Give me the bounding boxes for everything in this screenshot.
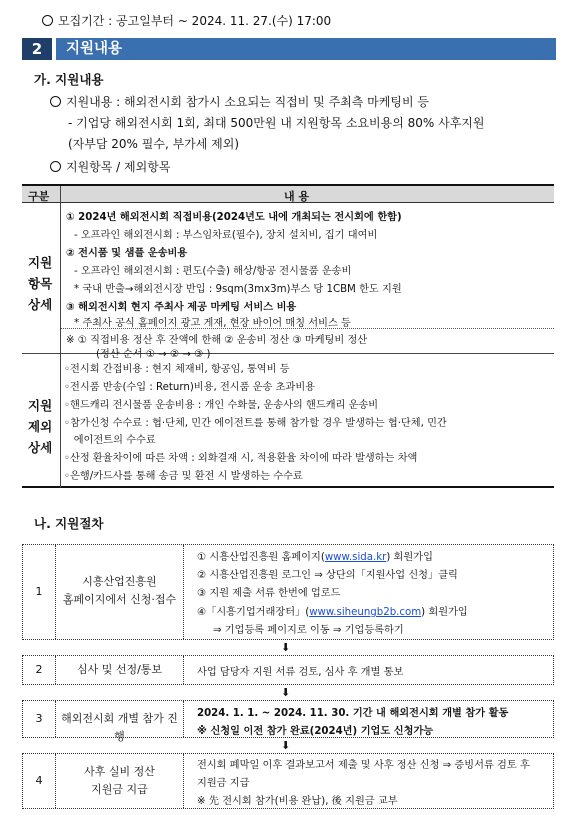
item-shipping-limit: * 국내 반출→해외전시장 반입 : 9sqm(3mx3m)부스 당 1CBM 한도 지원 [74,284,402,295]
excluded-item: 에이전트의 수수료 [64,435,156,446]
excluded-item: ◦참가신청 수수료 : 협·단체, 민간 에이전트를 통해 참가할 경우 발생하는 협·단체, 민간 [64,418,447,429]
row2-label-2: 제외 [28,419,53,434]
excluded-item: ◦산정 환율차이에 따른 차액 : 외화결재 시, 적용환율 차이에 따라 발생하는 차액 [64,453,418,464]
step2-line1: 사업 담당자 지원 서류 검토, 심사 후 개별 통보 [197,667,404,678]
circle-bullet-icon [50,96,61,107]
settlement-order: (정산 순서 ① → ② → ③ ) [96,349,211,360]
support-limit: - 기업당 해외전시회 1회, 최대 500만원 내 지원항목 소요비용의 80% 사후지원 [68,116,485,130]
step-number: 4 [35,774,43,787]
item-marketing-detail: * 주최사 공식 홈페이지 광고 게재, 현장 바이어 매칭 서비스 등 [74,318,351,329]
step-label: 시흥산업진흥원 홈페이지에서 신청·접수 [62,575,177,606]
step4-line1: 전시회 폐막일 이후 결과보고서 제출 및 사후 정산 신청 ⇒ 증빙서류 검토 후 [197,760,530,771]
bullet-support-content: 지원내용 : 해외전시회 참가시 소요되는 직접비 및 주최측 마케팅비 등 [50,93,429,110]
arrow-down-icon: ⬇ [281,641,291,654]
step1-line2: ② 시흥산업진흥원 로그인 ⇒ 상단의「지원사업 신청」클릭 [197,570,458,581]
subsection-b-title: 나. 지원절차 [34,516,104,531]
row2-label-3: 상세 [28,440,53,455]
circle-bullet-icon [42,15,53,26]
recruit-period: 모집기간 : 공고일부터 ~ 2024. 11. 27.(수) 17:00 [42,12,331,29]
item-direct-cost: ① 2024년 해외전시회 직접비용(2024년도 내에 개최되는 전시회에 한함) [66,212,402,223]
excluded-item: ◦은행/카드사를 통해 송금 및 환전 시 발생하는 수수료 [64,471,303,482]
step1-line1: ① 시흥산업진흥원 홈페이지(www.sida.kr) 회원가입 [197,552,433,563]
step-number: 3 [35,712,43,725]
sida-link[interactable]: www.sida.kr [324,552,387,563]
step1-line4: ④「시흥기업거래장터」(www.siheungb2b.com) 회원가입 [197,607,468,618]
subsection-a-title: 가. 지원내용 [34,72,104,87]
row1-label-1: 지원 [28,255,53,270]
arrow-down-icon: ⬇ [281,686,291,699]
excluded-item: ◦핸드캐리 전시물품 운송비용 : 개인 수화물, 운송사의 핸드캐리 운송비 [64,400,379,411]
item-shipping-detail: - 오프라인 해외전시회 : 편도(수출) 해상/항공 전시물품 운송비 [74,266,352,277]
row2-label-1: 지원 [28,398,53,413]
step-label: 사후 실비 정산 지원금 지급 [84,765,155,796]
header-content: 내 용 [284,190,310,203]
step4-line3: ※ 先 전시회 참가(비용 완납), 後 지원금 교부 [197,796,398,807]
section-title: 지원내용 [56,38,556,60]
step3-line1: 2024. 1. 1. ~ 2024. 11. 30. 기간 내 해외전시회 개별 참가 활동 [197,708,509,719]
circle-bullet-icon [50,161,61,172]
process-step-4 [22,753,554,809]
settlement-note: ※ ① 직접비용 정산 후 잔액에 한해 ② 운송비 정산 ③ 마케팅비 정산 [66,335,368,346]
bullet-items: 지원항목 / 제외항목 [50,158,170,175]
row1-label-3: 상세 [28,297,53,312]
process-step-3 [22,700,554,743]
step1-line3: ③ 지원 제출 서류 한번에 업로드 [197,588,341,599]
step-number: 2 [35,663,43,676]
step1-line5: ⇒ 기업등록 페이지로 이동 ⇒ 기업등록하기 [213,625,404,636]
step-number: 1 [35,585,43,598]
section-number: 2 [22,38,52,60]
excluded-item: ◦전시회 간접비용 : 현지 체재비, 항공임, 통역비 등 [64,364,290,375]
siheungb2b-link[interactable]: www.siheungb2b.com [309,607,422,618]
process-step-1 [22,544,554,640]
excluded-item: ◦전시품 반송(수입 : Return)비용, 전시품 운송 초과비용 [64,382,316,393]
step3-line2: ※ 신청일 이전 참가 완료(2024년) 기업도 신청가능 [197,726,434,737]
step4-line2: 지원금 지급 [197,778,250,789]
step-label: 심사 및 선정/통보 [76,663,163,676]
item-shipping: ② 전시품 및 샘플 운송비용 [66,248,188,259]
arrow-down-icon: ⬇ [281,739,291,752]
process-step-2 [22,655,554,685]
col-divider [60,186,61,488]
step-label: 해외전시회 개별 참가 진행 [61,712,178,743]
item-marketing: ③ 해외전시회 현지 주최사 제공 마케팅 서비스 비용 [66,302,297,313]
self-pay-note: (자부담 20% 필수, 부가세 제외) [68,137,240,151]
item-direct-cost-detail: - 오프라인 해외전시회 : 부스임차료(필수), 장치 설치비, 집기 대여비 [74,230,378,241]
row1-label-2: 항목 [28,276,53,291]
header-category: 구분 [28,190,50,203]
